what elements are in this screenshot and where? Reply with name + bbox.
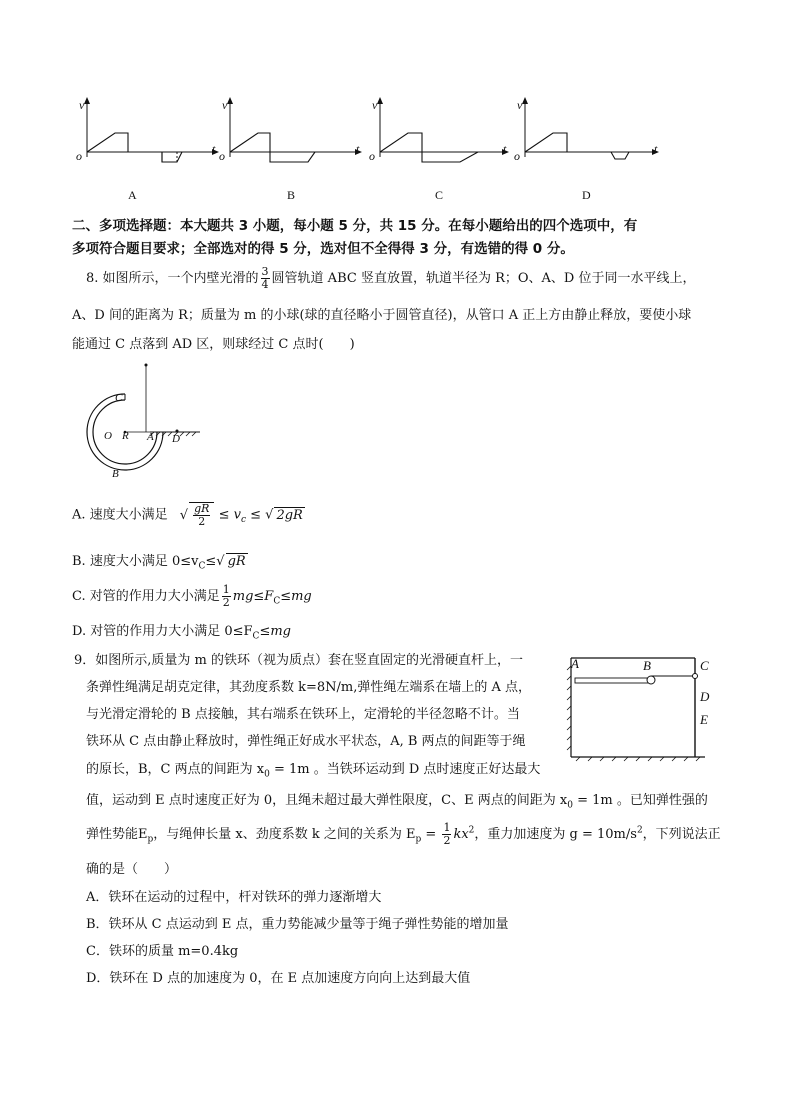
q8-opt-d-sub: C (252, 631, 260, 642)
q8-fig-label-a: A (147, 431, 154, 443)
q9-line7c: = (421, 827, 441, 842)
graph-c-o-label: o (369, 149, 375, 163)
q9-line7a: 弹性势能E (86, 827, 148, 842)
graph-c-v-label: v (372, 98, 378, 112)
q9-option-c: C．铁环的质量 m=0.4kg (86, 944, 239, 959)
graph-c (377, 97, 509, 162)
q9-line5a: 的原长，B，C 两点的间距为 x (86, 762, 265, 777)
graph-d-o-label: o (514, 149, 520, 163)
q9-line7-sup2: 2 (636, 825, 643, 836)
q9-line7-frac (442, 822, 451, 847)
q9-fig-label-e: E (700, 712, 708, 727)
q9-line5b: = 1m 。当铁环运动到 D 点时速度正好达最大 (269, 762, 541, 777)
q9-line7f: ，下列说法正 (642, 827, 721, 842)
q8-option-c (72, 584, 312, 609)
q8-opt-d-end: ≤mg (259, 624, 291, 639)
graph-b-v-label: v (222, 98, 228, 112)
graph-d (522, 97, 659, 159)
graph-c-t-label: t (503, 142, 507, 156)
q8-opt-c-end: ≤mg (280, 589, 312, 604)
q8-opt-b-sqrt: gR (227, 554, 246, 569)
q8-stem-line3: 能通过 C 点落到 AD 区，则球经过 C 点时( ) (72, 337, 355, 352)
q8-opt-b-le: ≤ (205, 554, 217, 569)
q9-option-a: A．铁环在运动的过程中，杆对铁环的弹力逐渐增大 (86, 890, 382, 905)
q8-option-b: B. 速度大小满足 $0\le v_C\le√$ gR (72, 554, 246, 572)
q9-line7-sup: 2 (468, 825, 475, 836)
q8-opt-a-frac-den: 2 (198, 515, 206, 528)
graph-a (84, 97, 219, 162)
graph-b-o-label: o (219, 149, 225, 163)
q8-opt-d-text: D. 对管的作用力大小满足 0≤F (72, 624, 253, 639)
q9-line7-sub: p (147, 834, 154, 845)
q9-figure (565, 652, 715, 767)
q9-line6-sub: 0 (567, 800, 573, 811)
q9-fig-label-d: D (700, 689, 710, 704)
q8-stem-line2: A、D 间的距离为 R；质量为 m 的小球(球的直径略小于圆管直径)，从管口 A 正上方由静止释放，要使小球 (72, 308, 692, 323)
q9-option-d: D．铁环在 D 点的加速度为 0，在 E 点加速度方向向上达到最大值 (86, 971, 471, 986)
q8-opt-a-le: ≤ (250, 507, 262, 523)
graph-b-t-label: t (356, 142, 360, 156)
q8-option-a: A. 速度大小满足 √ $\frac{gR}{2}$ ≤ $v_c$ ≤ √ 2gR (72, 502, 303, 528)
graph-b-caption: B (287, 188, 296, 202)
q9-line7-frac-den: 2 (443, 834, 451, 847)
q8-opt-c-rest: mg≤F (232, 589, 274, 604)
q8-fig-label-c: C (115, 392, 123, 404)
q8-opt-a-frac-num: gR (194, 502, 210, 515)
graph-a-t-label: t (212, 142, 216, 156)
graph-a-v-label: v (79, 98, 85, 112)
q8-opt-a-sqrt: 2gR (276, 507, 303, 523)
q8-fraction (261, 266, 270, 291)
q9-line7e: ，重力加速度为 g = 10m/s (474, 827, 637, 842)
q8-opt-c-frac (222, 584, 231, 609)
q8-opt-a-prefix: A. 速度大小满足 (72, 507, 168, 523)
section-heading-line2: 多项符合题目要求；全部选对的得 5 分，选对但不全得得 3 分，有选错的得 0 分。 (72, 241, 574, 257)
q8-opt-b-text: B. 速度大小满足 0≤v (72, 554, 199, 569)
q8-stem-line1 (86, 266, 695, 291)
q8-opt-c-prefix: C. 对管的作用力大小满足 (72, 589, 220, 604)
q8-figure (70, 360, 210, 480)
q9-stem-line4: 铁环从 C 点由静止释放时，弹性绳正好成水平状态，A, B 两点的间距等于绳 (86, 734, 526, 749)
q8-opt-c-frac-num: 1 (222, 583, 230, 596)
q9-line7d: kx (453, 827, 469, 842)
q9-stem-line1: 9．如图所示,质量为 m 的铁环（视为质点）套在竖直固定的光滑硬直杆上，一 (74, 653, 523, 668)
q8-opt-c-sub: C (273, 596, 281, 607)
graph-b (227, 97, 362, 162)
q8-fig-label-r: R (122, 430, 129, 442)
graph-d-v-label: v (517, 98, 523, 112)
q8-opt-a-sqrt-frac: √ $\frac{gR}{2}$ (180, 502, 215, 528)
q9-stem-line3: 与光滑定滑轮的 B 点接触，其右端系在铁环上，定滑轮的半径忽略不计。当 (86, 707, 520, 722)
q9-option-b: B．铁环从 C 点运动到 E 点，重力势能减少量等于绳子弹性势能的增加量 (86, 917, 509, 932)
q8-frac-den: 4 (261, 278, 269, 291)
q8-opt-b-sub: C (198, 561, 206, 572)
q8-fig-label-d: D (172, 433, 180, 445)
q9-stem-line8: 确的是（ ） (86, 862, 178, 877)
q8-option-d (72, 620, 291, 642)
q8-rest1: 圆管轨道 ABC 竖直放置，轨道半径为 R；O、A、D 位于同一水平线上， (271, 271, 696, 286)
q9-stem-line6 (86, 789, 708, 811)
q8-opt-a-mid: ≤ v (218, 507, 241, 523)
q8-prefix: 8. 如图所示，一个内壁光滑的 (86, 271, 259, 286)
q8-opt-a-sub: c (240, 515, 246, 526)
q8-opt-c-frac-den: 2 (222, 596, 230, 609)
graph-c-caption: C (435, 188, 444, 202)
q9-line5-sub: 0 (264, 769, 270, 780)
q8-fig-label-b: B (112, 468, 119, 480)
q9-line7-frac-num: 1 (443, 821, 451, 834)
q9-line7-sub2: p (415, 834, 422, 845)
q9-fig-label-a: A (571, 656, 579, 671)
q9-stem-line5 (86, 758, 540, 780)
graph-a-o-label: o (76, 149, 82, 163)
graph-d-t-label: t (654, 142, 658, 156)
section-heading-line1: 二、多项选择题：本大题共 3 小题，每小题 5 分，共 15 分。在每小题给出的四个选项中，有 (72, 218, 638, 234)
q9-line6a: 值，运动到 E 点时速度正好为 0，且绳未超过最大弹性限度，C、E 两点的间距为 x (86, 793, 568, 808)
q9-line7b: ，与绳伸长量 x、劲度系数 k 之间的关系为 E (153, 827, 416, 842)
q9-stem-line2: 条弹性绳满足胡克定律，其劲度系数 k=8N/m,弹性绳左端系在墙上的 A 点， (86, 680, 532, 695)
q9-fig-label-c: C (700, 658, 709, 673)
q9-line6b: = 1m 。已知弹性强的 (572, 793, 708, 808)
q9-stem-line7 (86, 822, 721, 847)
q8-fig-label-o: O (104, 430, 112, 442)
q9-fig-label-b: B (643, 658, 651, 673)
q8-frac-num: 3 (261, 265, 269, 278)
graph-d-caption: D (582, 188, 591, 202)
graph-a-caption: A (128, 188, 137, 202)
